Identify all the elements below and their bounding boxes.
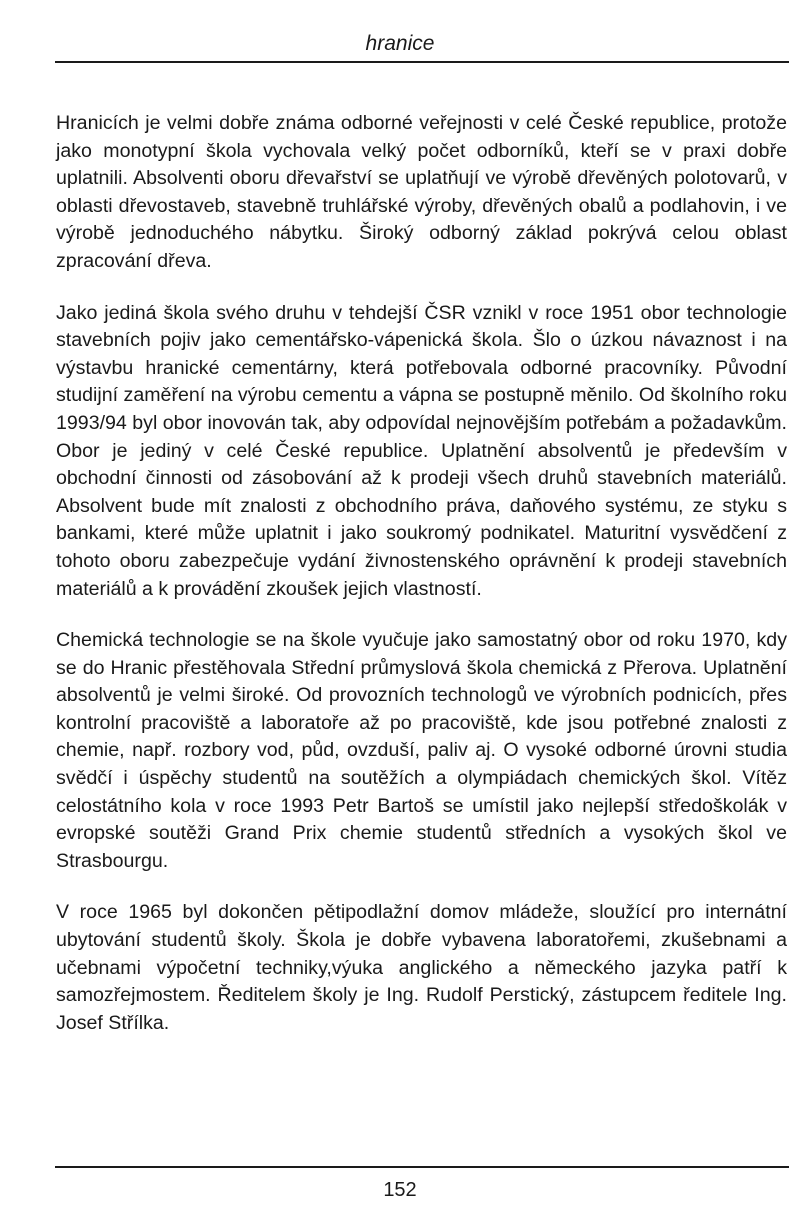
header-rule (55, 61, 789, 63)
page-body (56, 110, 787, 1061)
paragraph-dormitory: V roce 1965 byl dokončen pětipodlažní domov mládeže, sloužící pro internátní ubytování studentů školy. Škola je dobře vybavena laboratořemi, zkušebnami a učebnami výpočetní techniky,výuka anglického a německého jazyka patří k samozřejmostem. Ředitelem školy je Ing. Rudolf Perstický, zástupcem ředitele Ing. Josef Střílka. (56, 901, 787, 1034)
running-header: hranice (365, 32, 435, 55)
paragraph-building-binders: Jako jediná škola svého druhu v tehdejší ČSR vznikl v roce 1951 obor technologie stavebních pojiv jako cementářsko-vápenická škola. Šlo o úzkou návaznost i na výstavbu hranické cementárny, která potřebovala odborné pracovníky. Původní studijní zaměření na výrobu cementu a vápna se postupně měnilo. Od školního roku 1993/94 byl obor inovován tak, aby odpovídal nejnovějším potřebám a požadavkům. Obor je jediný v celé České republice. Uplatnění absolventů je především v obchodní činnosti od zásobování až k prodeji všech druhů stavebních materiálů. Absolvent bude mít znalosti z obchodního práva, daňového systému, ze styku s bankami, které může uplatnit i jako soukromý podnikatel. Maturitní vysvědčení z tohoto oboru zabezpečuje vydání živnostenského oprávnění k prodeji stavebních materiálů a k provádění zkoušek jejich vlastností. (56, 301, 787, 600)
page-number: 152 (383, 1179, 417, 1201)
paragraph-chemical-technology: Chemická technologie se na škole vyučuje jako samostatný obor od roku 1970, kdy se do Hranic přestěhovala Střední průmyslová škola chemická z Přerova. Uplatnění absolventů je velmi široké. Od provozních technologů ve výrobních podnicích, přes kontrolní pracoviště a laboratoře až po pracoviště, kde jsou potřebné znalosti z chemie, např. rozbory vod, půd, ovzduší, paliv aj. O vysoké odborné úrovni studia svědčí i úspěchy studentů na soutěžích a olympiádach chemických škol. Vítěz celostátního kola v roce 1993 Petr Bartoš se umístil jako nejlepší středoškolák v evropské soutěži Grand Prix chemie studentů středních a vysokých škol ve Strasbourgu. (56, 629, 787, 872)
paragraph-woodworking: Hranicích je velmi dobře známa odborné veřejnosti v celé České republice, protože jako monotypní škola vychovala velký počet odborníků, kteří se v praxi dobře uplatnili. Absolventi oboru dřevařství se uplatňují ve výrobě dřevěných polotovarů, v oblasti dřevostaveb, stavebně truhlářské výroby, dřevěných obalů a podlahovin, i ve výrobě jednoduchého nábytku. Široký odborný základ pokrývá celou oblast zpracování dřeva. (56, 112, 787, 272)
footer-rule (55, 1166, 789, 1168)
